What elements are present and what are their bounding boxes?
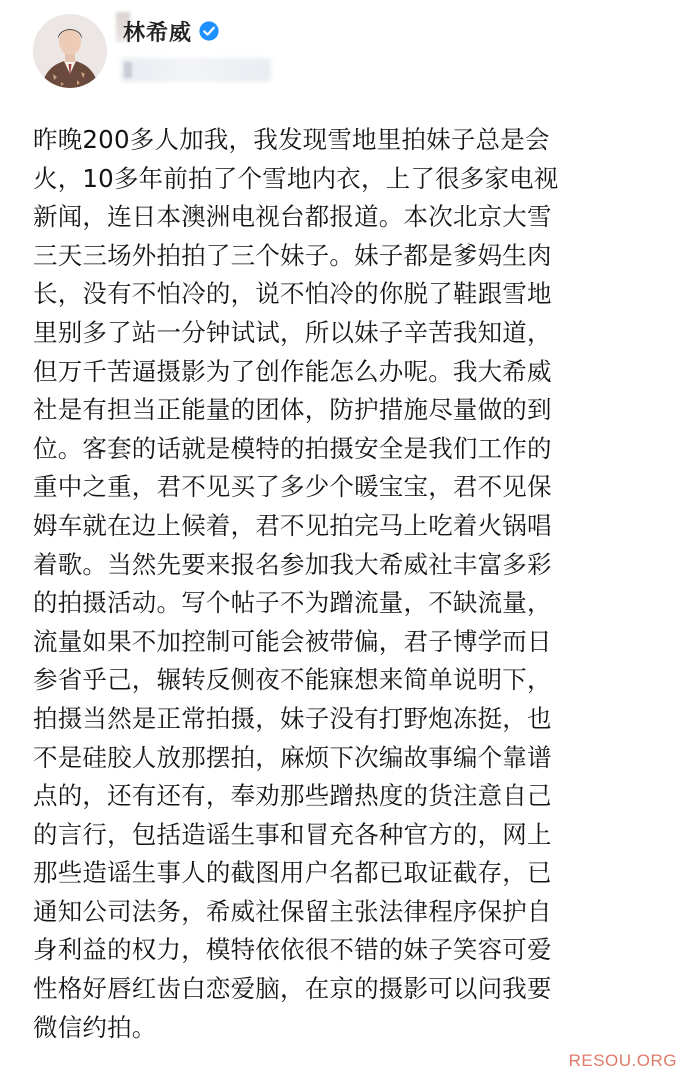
post-body (33, 121, 653, 1047)
post-line: 姆车就在边上候着，君不见拍完马上吃着火锅唱 (33, 510, 552, 540)
post-line: 三天三场外拍拍了三个妹子。妹子都是爹妈生肉 (33, 240, 552, 270)
post-line: 微信约拍。 (33, 1012, 157, 1042)
post-header (0, 0, 690, 100)
post-line: 通知公司法务，希威社保留主张法律程序保护自 (33, 896, 552, 926)
post-line: 里别多了站一分钟试试，所以妹子辛苦我知道， (33, 317, 552, 347)
post-line: 流量如果不加控制可能会被带偏，君子博学而日 (33, 626, 552, 656)
post-line: 那些造谣生事人的截图用户名都已取证截存，已 (33, 858, 552, 888)
post-line: 位。客套的话就是模特的拍摄安全是我们工作的 (33, 433, 552, 463)
blurred-post-meta (121, 58, 271, 82)
verified-badge-icon (198, 20, 220, 42)
blurred-post-meta-mark (124, 62, 132, 78)
post-line: 参省乎己，辗转反侧夜不能寐想来简单说明下， (33, 665, 552, 695)
post-line: 社是有担当正能量的团体，防护措施尽量做的到 (33, 395, 552, 425)
post-line: 点的，还有还有，奉劝那些蹭热度的货注意自己 (33, 781, 552, 811)
avatar-image (33, 14, 107, 88)
author-name[interactable]: 林希威 (123, 20, 193, 46)
post-line: 身利益的权力，模特依依很不错的妹子笑容可爱 (33, 935, 552, 965)
post-line: 火，10多年前拍了个雪地内衣，上了很多家电视 (33, 163, 559, 193)
post-line: 新闻，连日本澳洲电视台都报道。本次北京大雪 (33, 202, 552, 232)
post-line: 着歌。当然先要来报名参加我大希威社丰富多彩 (33, 549, 552, 579)
post-line: 但万千苦逼摄影为了创作能怎么办呢。我大希威 (33, 356, 552, 386)
post-line: 不是硅胶人放那摆拍，麻烦下次编故事编个靠谱 (33, 742, 552, 772)
avatar[interactable] (33, 14, 107, 88)
post-line: 性格好唇红齿白恋爱脑，在京的摄影可以问我要 (33, 974, 552, 1004)
post-line: 拍摄当然是正常拍摄，妹子没有打野炮冻挺，也 (33, 703, 552, 733)
post-line: 的拍摄活动。写个帖子不为蹭流量，不缺流量， (33, 588, 552, 618)
watermark: RESOU.ORG (568, 1051, 677, 1070)
post-line: 长，没有不怕冷的，说不怕冷的你脱了鞋跟雪地 (33, 279, 552, 309)
post-line: 昨晚200多人加我，我发现雪地里拍妹子总是会 (33, 125, 550, 154)
post-line: 的言行，包括造谣生事和冒充各种官方的，网上 (33, 819, 552, 849)
post-line: 重中之重，君不见买了多少个暖宝宝，君不见保 (33, 472, 552, 502)
author-row (123, 14, 220, 48)
